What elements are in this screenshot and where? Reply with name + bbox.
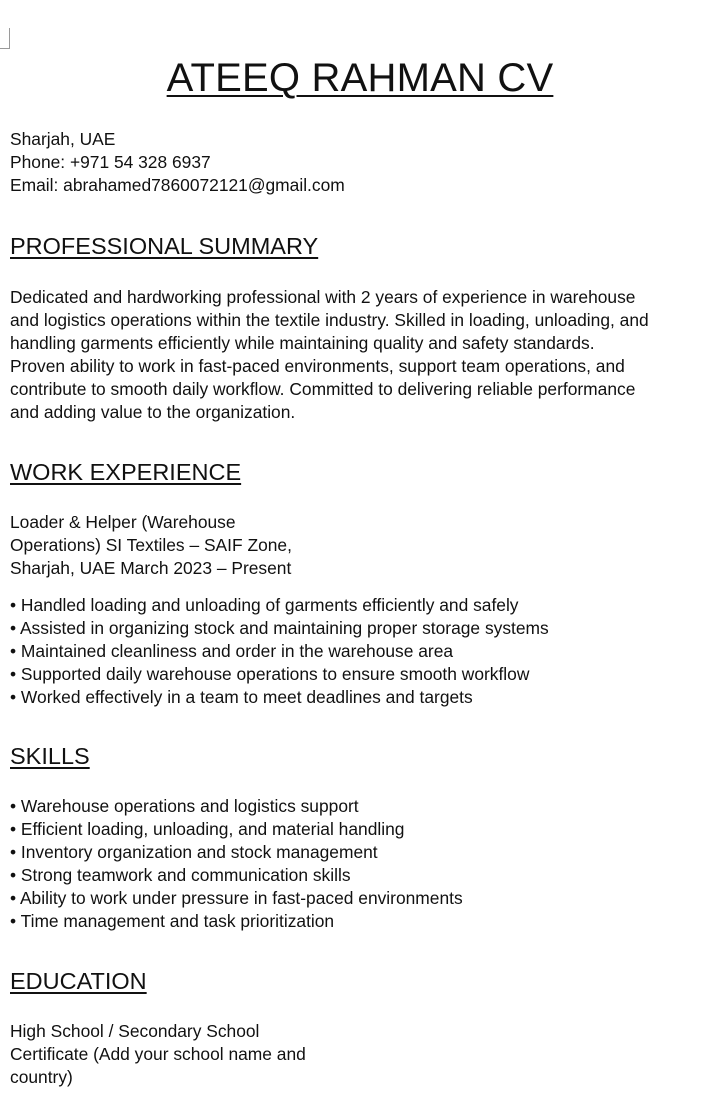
skills-list <box>10 795 716 933</box>
contact-location: Sharjah, UAE <box>10 129 116 149</box>
job-duty-item: • Maintained cleanliness and order in the warehouse area <box>10 641 454 661</box>
summary-line: and logistics operations within the textile industry. Skilled in loading, unloading, and <box>10 310 649 330</box>
skill-item: • Time management and task prioritization <box>10 911 335 931</box>
education-heading: EDUCATION <box>10 968 147 994</box>
contact-block <box>10 128 716 197</box>
job-location-dates: Sharjah, UAE March 2023 – Present <box>10 558 292 578</box>
education-line: country) <box>10 1067 73 1087</box>
education-block <box>10 1020 350 1089</box>
job-title-continued: Operations) <box>10 535 101 555</box>
job-duty-item: • Handled loading and unloading of garments efficiently and safely <box>10 595 519 615</box>
summary-paragraph <box>10 286 716 424</box>
contact-phone: Phone: +971 54 328 6937 <box>10 152 211 172</box>
skills-heading: SKILLS <box>10 743 90 769</box>
experience-heading: WORK EXPERIENCE <box>10 459 242 485</box>
summary-line: contribute to smooth daily workflow. Committed to delivering reliable performance <box>10 379 636 399</box>
summary-heading: PROFESSIONAL SUMMARY <box>10 233 319 259</box>
skill-item: • Warehouse operations and logistics support <box>10 796 359 816</box>
summary-line: Proven ability to work in fast-paced environments, support team operations, and <box>10 356 625 376</box>
job-duty-item: • Supported daily warehouse operations to ensure smooth workflow <box>10 664 530 684</box>
education-line: Certificate (Add your school name and <box>10 1044 306 1064</box>
page-corner-mark <box>0 28 10 49</box>
job-title: Loader & Helper (Warehouse <box>10 512 236 532</box>
summary-line: and adding value to the organization. <box>10 402 296 422</box>
job-header <box>10 511 340 580</box>
skill-item: • Efficient loading, unloading, and material handling <box>10 819 405 839</box>
contact-email: Email: abrahamed7860072121@gmail.com <box>10 175 345 195</box>
job-duty-item: • Worked effectively in a team to meet deadlines and targets <box>10 687 473 707</box>
summary-line: Dedicated and hardworking professional with 2 years of experience in warehouse <box>10 287 636 307</box>
job-title-company-line <box>10 534 340 557</box>
summary-line: handling garments efficiently while maintaining quality and safety standards. <box>10 333 595 353</box>
job-company: SI Textiles – SAIF Zone, <box>100 535 292 555</box>
job-duty-item: • Assisted in organizing stock and maintaining proper storage systems <box>10 618 549 638</box>
job-duties-list <box>10 594 716 709</box>
education-line: High School / Secondary School <box>10 1021 260 1041</box>
cv-title: ATEEQ RAHMAN CV <box>166 56 554 100</box>
skill-item: • Ability to work under pressure in fast-paced environments <box>10 888 463 908</box>
skill-item: • Inventory organization and stock management <box>10 842 378 862</box>
skill-item: • Strong teamwork and communication skills <box>10 865 351 885</box>
